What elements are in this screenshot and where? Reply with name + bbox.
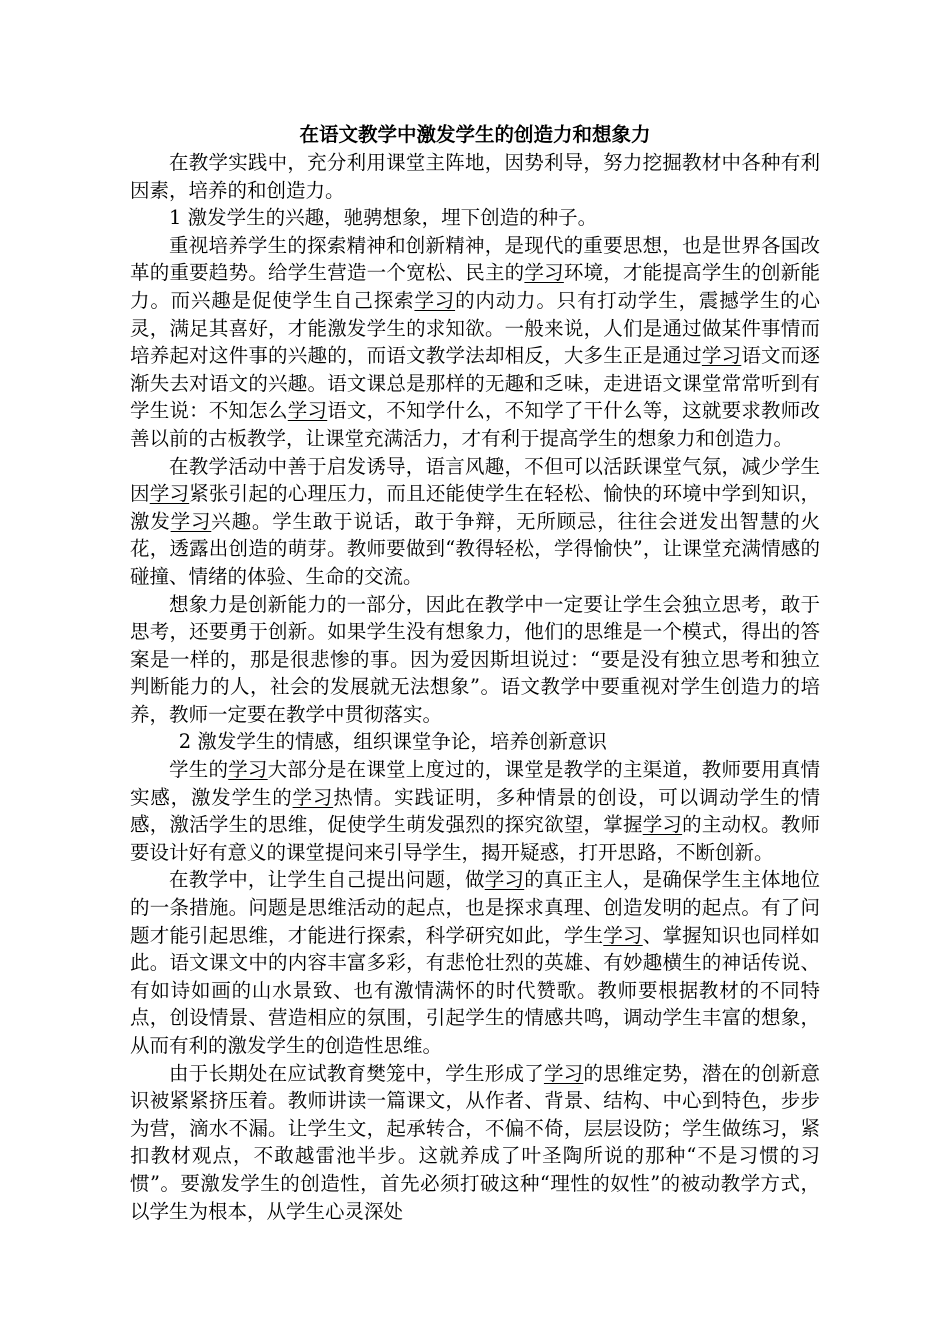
underlined-term-link[interactable]: 学习 — [170, 509, 212, 533]
paragraph — [130, 453, 820, 591]
paragraph-text: 重视培养学生的探索精神和创新精神，是现代的重要思想，也是世界各国改革的重要趋势。给学生营造一个宽松、民主的 — [130, 233, 820, 285]
paragraph-text: 兴趣。学生敢于说话，敢于争辩，无所顾忌，往往会迸发出智慧的火花，透露出创造的萌芽。教师要做到“教得轻松，学得愉快”，让课堂充满情感的碰撞、情绪的体验、生命的交流。 — [130, 509, 820, 588]
underlined-term-link[interactable]: 学习 — [524, 261, 564, 285]
underlined-term-link[interactable]: 学习 — [701, 344, 742, 368]
paragraph-text: 1 激发学生的兴趣，驰骋想象，埋下创造的种子。 — [169, 206, 598, 230]
underlined-term-link[interactable]: 学习 — [484, 868, 525, 892]
paragraph-text: 由于长期处在应试教育樊笼中，学生形成了 — [169, 1061, 544, 1085]
paragraph — [130, 866, 820, 1059]
paragraph-text: 热情。实践证明，多种情景的创设，可以调动学生的情感，激活学生的思维，促使学生萌发强烈的探究欲望，掌握 — [130, 785, 820, 837]
underlined-term-link[interactable]: 学习 — [292, 785, 334, 809]
paragraph — [130, 756, 820, 866]
paragraph-text: 大部分是在课堂上度过的，课堂是教学的主渠道，教师要用真情实感，激发学生的 — [130, 758, 820, 809]
paragraph-text: 在教学活动中善于启发诱导，语言风趣，不但可以活跃课堂气氛，减少学生因 — [130, 454, 820, 506]
paragraph-text: 想象力是创新能力的一部分，因此在教学中一定要让学生会独立思考，敢于思考，还要勇于创新。如果学生没有想象力，他们的思维是一个模式，得出的答案是一样的，那是很悲惨的事。因为爱因斯坦说过：“要是没有独立思考和独立判断能力的人，社会的发展就无法想象”。语文教学中要重视对学生创造力的培养，教师一定要在教学中贯彻落实。 — [130, 592, 820, 726]
paragraph — [130, 149, 820, 204]
section-heading-1 — [130, 204, 820, 232]
underlined-term-link[interactable]: 学习 — [603, 923, 643, 947]
underlined-term-link[interactable]: 学习 — [228, 758, 268, 782]
paragraph-text: 的真正主人，是确保学生主体地位的一条措施。问题是思维活动的起点，也是探求真理、创造发明的起点。有了问题才能引起思维，才能进行探索，科学研究如此，学生 — [130, 868, 820, 947]
paragraph-text: 的内动力。只有打动学生，震撼学生的心灵，满足其喜好，才能激发学生的求知欲。一般来说，人们是通过做某件事情而培养起对这件事的兴趣的，而语文教学法却相反，大多生正是通过 — [130, 288, 820, 368]
paragraph-text: 学生的 — [169, 758, 229, 782]
paragraph-text: 2 激发学生的情感，组织课堂争论，培养创新意识 — [178, 730, 607, 754]
paragraph-text: 的思维定势，潜在的创新意识被紧紧挤压着。教师讲读一篇课文，从作者、背景、结构、中心到特色，步步为营，滴水不漏。让学生文，起承转合，不偏不倚，层层设防；学生做练习，紧扣教材观点，不敢越雷池半步。这就养成了叶圣陶所说的那种“不是习惯的习惯”。要激发学生的创造性，首先必须打破这种“理性的奴性”的被动教学方式，以学生为根本，从学生心灵深处 — [130, 1061, 820, 1223]
paragraph-text: 在教学中，让学生自己提出问题，做 — [169, 868, 485, 892]
document-body — [130, 121, 820, 1225]
paragraph-text: 紧张引起的心理压力，而且还能使学生在轻松、愉快的环境中学到知识，激发 — [130, 482, 820, 533]
paragraph-text: 在教学实践中，充分利用课堂主阵地，因势利导，努力挖掘教材中各种有利因素，培养的和创造力。 — [130, 151, 820, 202]
paragraph — [130, 232, 820, 453]
underlined-term-link[interactable]: 学习 — [149, 482, 190, 506]
paragraph-text: 环境，才能提高学生的创新能力。而兴趣是促使学生自己探索 — [130, 261, 820, 312]
paragraph-text: 、掌握知识也同样如此。语文课文中的内容丰富多彩，有悲怆壮烈的英雄、有妙趣横生的神话传说、有如诗如画的山水景致、也有激情满怀的时代赞歌。教师要根据教材的不同特点，创设情景、营造相应的氛围，引起学生的情感共鸣，调动学生丰富的想象，从而有利的激发学生的创造性思维。 — [130, 923, 820, 1057]
document-title: 在语文教学中激发学生的创造力和想象力 — [299, 123, 651, 146]
paragraph — [130, 591, 820, 729]
paragraph — [130, 1060, 820, 1226]
underlined-term-link[interactable]: 学习 — [642, 813, 683, 837]
paragraph-text: 语文而逐渐失去对语文的兴趣。语文课总是那样的无趣和乏味，走进语文课堂常常听到有学生说：不知怎么 — [130, 344, 820, 423]
underlined-term-link[interactable]: 学习 — [414, 288, 456, 312]
paragraph-text: 的主动权。教师要设计好有意义的课堂提问来引导学生，揭开疑惑，打开思路，不断创新。 — [130, 813, 820, 864]
underlined-term-link[interactable]: 学习 — [287, 399, 328, 423]
paragraph-text: 语文，不知学什么，不知学了干什么等，这就要求教师改善以前的古板教学，让课堂充满活力，才有利于提高学生的想象力和创造力。 — [130, 399, 820, 450]
section-heading-2 — [130, 728, 820, 756]
underlined-term-link[interactable]: 学习 — [543, 1061, 584, 1085]
